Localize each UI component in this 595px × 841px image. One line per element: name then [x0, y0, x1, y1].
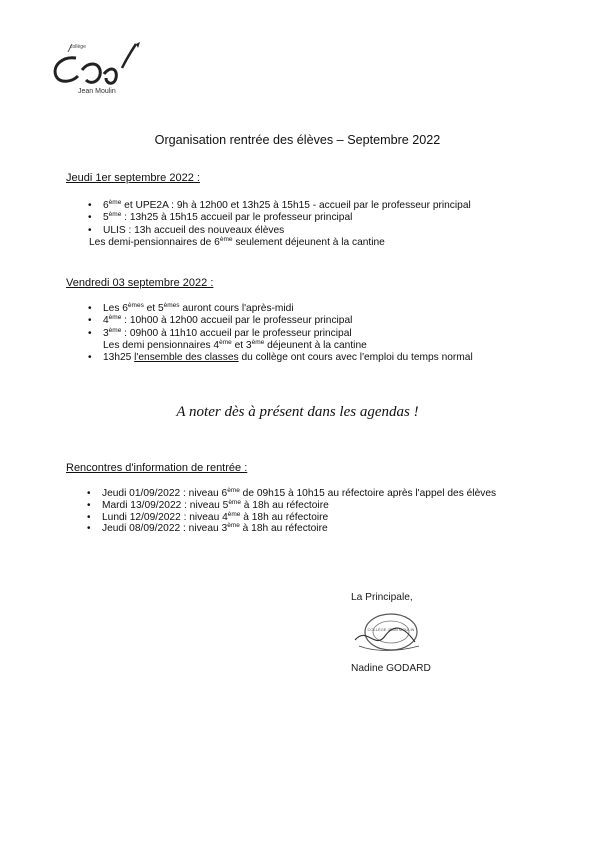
- logo-text: collège: [70, 44, 86, 50]
- section2-heading: Vendredi 03 septembre 2022 :: [66, 277, 214, 289]
- list-item: • 5ème : 13h25 à 15h15 accueil par le professeur principal: [88, 212, 528, 224]
- list-item: • Jeudi 01/09/2022 : niveau 6ème de 09h15 à 10h15 au réfectoire après l'appel des élèves: [87, 488, 527, 500]
- stamp-text: COLLÈGE JEAN MOULIN: [367, 627, 415, 632]
- list-item: • Mardi 13/09/2022 : niveau 5ème à 18h au réfectoire: [87, 500, 527, 512]
- signature-label: La Principale,: [351, 592, 413, 603]
- section3-list: [87, 488, 527, 535]
- section2-list: [88, 303, 528, 364]
- official-stamp: [345, 606, 433, 662]
- section-heading-meetings: [66, 462, 247, 474]
- agenda-notice: A noter dès à présent dans les agendas !: [176, 404, 419, 420]
- list-item: • 13h25 l'ensemble des classes du collège ont cours avec l'emploi du temps normal: [88, 352, 528, 364]
- list-item: • Jeudi 08/09/2022 : niveau 3ème à 18h au réfectoire: [87, 523, 527, 535]
- section1-list: [88, 200, 528, 237]
- section1-heading: Jeudi 1er septembre 2022 :: [66, 172, 200, 184]
- page-title: Organisation rentrée des élèves – Septembre 2022: [154, 133, 441, 147]
- section3-heading: Rencontres d'information de rentrée :: [66, 462, 248, 474]
- list-item: • 3ème : 09h00 à 11h10 accueil par le professeur principal: [88, 328, 528, 340]
- list-item: • Les 6èmes et 5èmes auront cours l'après-midi: [88, 303, 528, 315]
- list-item: • 4ème : 10h00 à 12h00 accueil par le professeur principal: [88, 315, 528, 327]
- list-item: • 6ème et UPE2A : 9h à 12h00 et 13h25 à 15h15 - accueil par le professeur principal: [88, 200, 528, 212]
- logo-caption: Jean Moulin: [78, 88, 116, 95]
- section-heading-friday: [66, 277, 213, 289]
- section-heading-thursday: [66, 172, 200, 184]
- list-item: • Lundi 12/09/2022 : niveau 4ème à 18h au réfectoire: [87, 512, 527, 524]
- list-item: • ULIS : 13h accueil des nouveaux élèves: [88, 225, 528, 237]
- section1-note: Les demi-pensionnaires de 6ème seulement déjeunent à la cantine: [89, 236, 385, 248]
- signer-name: Nadine GODARD: [351, 663, 431, 674]
- list-item-continuation: Les demi pensionnaires 4ème et 3ème déjeunent à la cantine: [103, 338, 367, 351]
